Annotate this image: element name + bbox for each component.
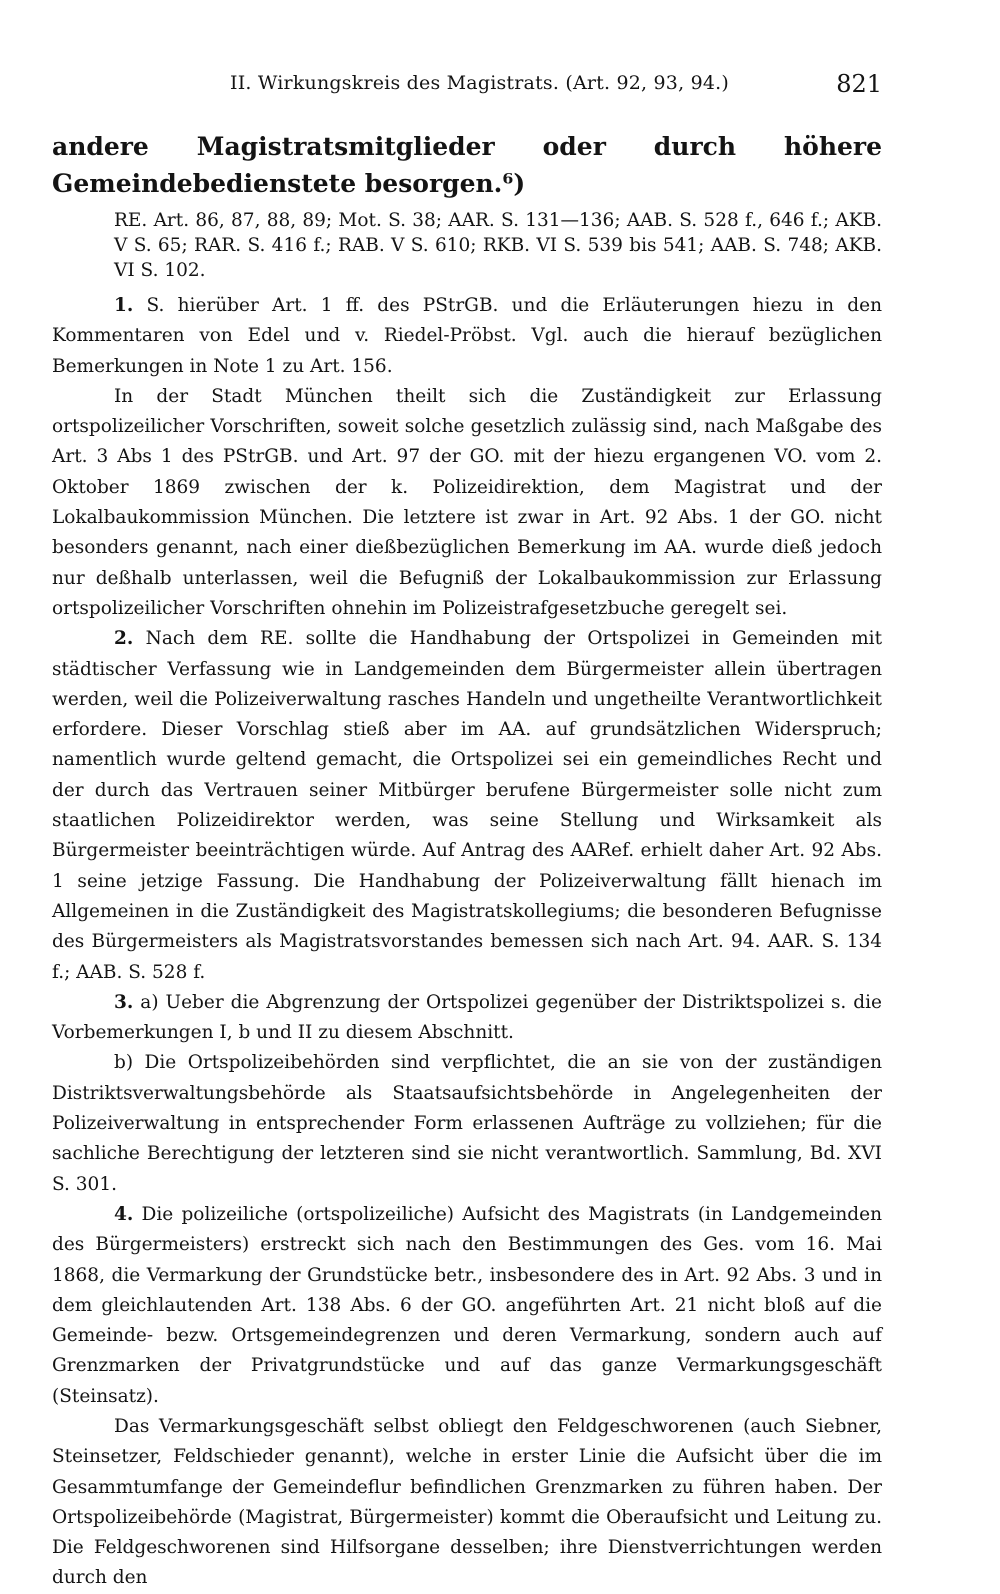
note-text: a) Ueber die Abgrenzung der Ortspolizei gegenüber der Distriktspolizei s. die Vorbemerkungen I, b und II zu diesem Abschnitt. (52, 991, 882, 1044)
note-text: Das Vermarkungsgeschäft selbst obliegt den Feldgeschworenen (auch Siebner, Steinsetzer, Feldschieder genannt), welche in erster Linie die Aufsicht über die im Gesammtumfange der Gemeindeflur befindlichen Grenzmarken zu führen haben. Der Ortspolizeibehörde (Magistrat, Bürgermeister) kommt die Oberaufsicht und Leitung zu. Die Feldgeschworenen sind Hilfsorgane desselben; ihre Dienstverrichtungen werden durch den (52, 1415, 882, 1589)
note-text: S. hierüber Art. 1 ff. des PStrGB. und die Erläuterungen hiezu in den Kommentaren von Edel und v. Riedel-Pröbst. Vgl. auch die hierauf bezüglichen Bemerkungen in Note 1 zu Art. 156. (52, 295, 882, 377)
page (52, 70, 882, 1594)
note-text: b) Die Ortspolizeibehörden sind verpflichtet, die an sie von der zuständigen Distriktsverwaltungsbehörde als Staatsaufsichtsbehörde in Angelegenheiten der Polizeiverwaltung in entsprechender Form erlassenen Aufträge zu vollziehen; für die sachliche Berechtigung der letzteren sind sie nicht verantwortlich. Sammlung, Bd. XVI S. 301. (52, 1052, 882, 1195)
note-3 (52, 988, 882, 1049)
note-3-b (52, 1048, 882, 1199)
note-text: In der Stadt München theilt sich die Zuständigkeit zur Erlassung ortspolizeilicher Vorschriften, soweit solche gesetzlich zulässig sind, nach Maßgabe des Art. 3 Abs 1 des PStrGB. und Art. 97 der GO. mit der hiezu ergangenen VO. vom 2. Oktober 1869 zwischen der k. Polizeidirektion, dem Magistrat und der Lokalbaukommission München. Die letztere ist zwar in Art. 92 Abs. 1 der GO. nicht besonders genannt, nach einer dießbezüglichen Bemerkung im AA. wurde dieß jedoch nur deßhalb unterlassen, weil die Befugniß der Lokalbaukommission zur Erlassung ortspolizeilicher Vorschriften ohnehin im Polizeistrafgesetzbuche geregelt sei. (52, 385, 882, 619)
running-header (52, 70, 882, 110)
lead-paragraph: andere Magistratsmitglieder oder durch höhere Gemeindebedienstete besorgen.⁶) (52, 132, 882, 198)
note-number: 1. (114, 295, 134, 316)
note-4 (52, 1200, 882, 1412)
note-number: 3. (114, 991, 134, 1013)
references-paragraph: RE. Art. 86, 87, 88, 89; Mot. S. 38; AAR. S. 131—136; AAB. S. 528 f., 646 f.; AKB. V S. 65; RAR. S. 416 f.; RAB. V S. 610; RKB. VI S. 539 bis 541; AAB. S. 748; AKB. VI S. 102. (114, 210, 882, 281)
note-4-continuation (52, 1412, 882, 1594)
running-title: II. Wirkungskreis des Magistrats. (Art. 92, 93, 94.) (230, 72, 730, 94)
note-1 (52, 291, 882, 382)
note-number: 2. (114, 628, 134, 650)
note-number: 4. (114, 1203, 134, 1225)
note-1-continuation (52, 382, 882, 624)
note-text: Die polizeiliche (ortspolizeiliche) Aufsicht des Magistrats (in Landgemeinden des Bürgermeisters) erstreckt sich nach den Bestimmungen des Ges. vom 16. Mai 1868, die Vermarkung der Grundstücke betr., insbesondere des in Art. 92 Abs. 3 und in dem gleichlautenden Art. 138 Abs. 6 der GO. angeführten Art. 21 nicht bloß auf die Gemeinde- bezw. Ortsgemeindegrenzen und deren Vermarkung, sondern auch auf Grenzmarken der Privatgrundstücke und auf das ganze Vermarkungsgeschäft (Steinsatz). (52, 1203, 882, 1407)
note-2 (52, 624, 882, 988)
page-number: 821 (836, 70, 882, 98)
note-text: Nach dem RE. sollte die Handhabung der Ortspolizei in Gemeinden mit städtischer Verfassung wie in Landgemeinden dem Bürgermeister allein übertragen werden, weil die Polizeiverwaltung rasches Handeln und ungetheilte Verantwortlichkeit erfordere. Dieser Vorschlag stieß aber im AA. auf grundsätzlichen Widerspruch; namentlich wurde geltend gemacht, die Ortspolizei sei ein gemeindliches Recht und der durch das Vertrauen seiner Mitbürger berufene Bürgermeister solle nicht zum staatlichen Polizeidirektor werden, was seine Stellung und Wirksamkeit als Bürgermeister beeinträchtigen würde. Auf Antrag des AARef. erhielt daher Art. 92 Abs. 1 seine jetzige Fassung. Die Handhabung der Polizeiverwaltung fällt hienach im Allgemeinen in die Zuständigkeit des Magistratskollegiums; die besonderen Befugnisse des Bürgermeisters als Magistratsvorstandes bemessen sich nach Art. 94. AAR. S. 134 f.; AAB. S. 528 f. (52, 628, 883, 983)
